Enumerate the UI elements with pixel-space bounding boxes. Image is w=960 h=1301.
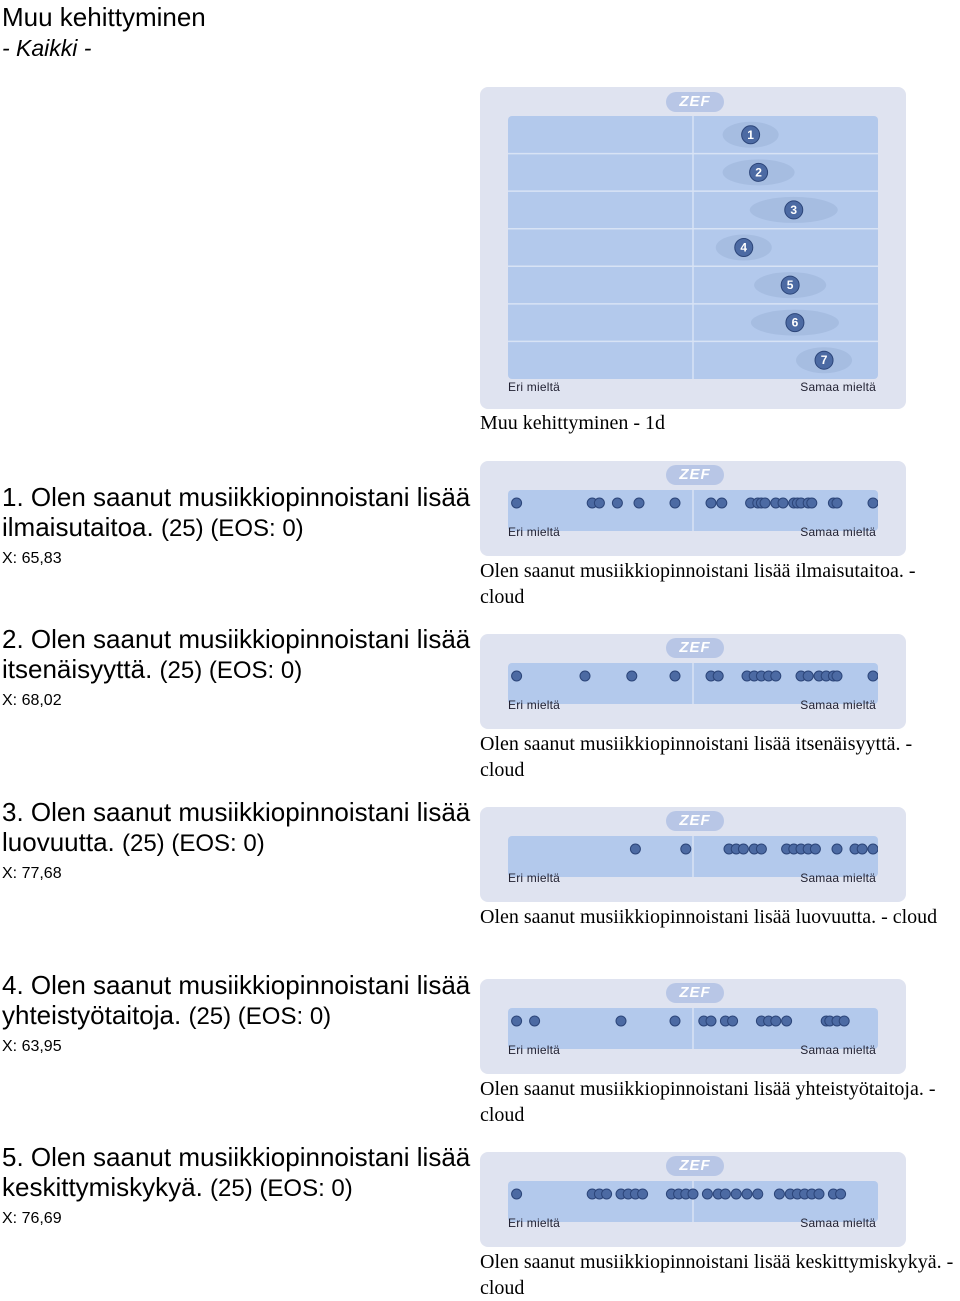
response-point [616, 1016, 626, 1026]
response-point [612, 498, 622, 508]
cloud-panel-4 [480, 979, 906, 1074]
response-point [512, 1189, 522, 1199]
statement-number-7: 7 [820, 353, 828, 368]
response-point [868, 844, 878, 854]
response-point [634, 498, 644, 508]
axis-left-label: Eri mieltä [508, 871, 561, 885]
question-4 [2, 970, 472, 1058]
summary-chart-panel [480, 87, 906, 409]
zef-logo: ZEF [666, 811, 724, 831]
question-meta: (25) (EOS: 0) [159, 657, 303, 684]
response-point [602, 1189, 612, 1199]
response-point [688, 1189, 698, 1199]
response-point [760, 498, 770, 508]
axis-right-label: Samaa mieltä [800, 698, 876, 712]
response-point [706, 498, 716, 508]
response-point [670, 498, 680, 508]
response-point [753, 1189, 763, 1199]
response-point [681, 844, 691, 854]
cloud-caption-3: Olen saanut musiikkiopinnoistani lisää luovuutta. - cloud [480, 906, 938, 928]
response-point [738, 844, 748, 854]
response-point [717, 498, 727, 508]
response-point [742, 1189, 752, 1199]
statement-number-4: 4 [740, 240, 748, 255]
response-point [814, 1189, 824, 1199]
zef-logo: ZEF [666, 1156, 724, 1176]
statement-number-1: 1 [747, 127, 754, 142]
response-point [706, 1016, 716, 1026]
question-mean: X: 63,95 [2, 1038, 62, 1055]
response-point [670, 671, 680, 681]
response-point [803, 671, 813, 681]
response-point [836, 1189, 846, 1199]
response-point [512, 1016, 522, 1026]
statement-number-6: 6 [791, 315, 799, 330]
response-point [807, 498, 817, 508]
response-point [638, 1189, 648, 1199]
question-text: 1. Olen saanut musiikkiopinnoistani lisää ilmaisutaitoa. [2, 482, 471, 542]
response-point [857, 844, 867, 854]
cloud-caption-2: Olen saanut musiikkiopinnoistani lisää itsenäisyyttä. - cloud [480, 733, 913, 781]
axis-left-label: Eri mieltä [508, 1216, 561, 1230]
zef-logo: ZEF [666, 983, 724, 1003]
question-meta: (25) (EOS: 0) [121, 830, 265, 857]
cloud-panel-2 [480, 634, 906, 729]
response-point [580, 671, 590, 681]
question-meta: (25) (EOS: 0) [188, 1003, 332, 1030]
question-mean: X: 65,83 [2, 550, 62, 567]
summary-caption: Muu kehittyminen - 1d [480, 412, 665, 434]
axis-right-label: Samaa mieltä [800, 871, 876, 885]
question-1 [2, 482, 472, 570]
axis-left-label: Eri mieltä [508, 380, 561, 394]
axis-left-label: Eri mieltä [508, 698, 561, 712]
question-meta: (25) (EOS: 0) [210, 1175, 353, 1202]
axis-right-label: Samaa mieltä [800, 1043, 876, 1057]
question-5 [2, 1142, 472, 1230]
axis-left-label: Eri mieltä [508, 525, 561, 539]
cloud-caption-5: Olen saanut musiikkiopinnoistani lisää keskittymiskykyä. - cloud [480, 1251, 954, 1299]
question-meta: (25) (EOS: 0) [160, 515, 304, 542]
cloud-panel-1 [480, 461, 906, 556]
response-point [731, 1189, 741, 1199]
page-title: Muu kehittyminen [2, 2, 206, 32]
question-mean: X: 77,68 [2, 865, 62, 882]
response-point [627, 671, 637, 681]
response-point [771, 671, 781, 681]
response-point [756, 844, 766, 854]
response-point [630, 844, 640, 854]
zef-logo: ZEF [666, 465, 724, 485]
response-point [832, 844, 842, 854]
zef-logo: ZEF [666, 638, 724, 658]
question-3 [2, 797, 472, 885]
page-subtitle: - Kaikki - [2, 35, 92, 61]
question-2 [2, 624, 472, 712]
response-point [512, 671, 522, 681]
summary-chart [508, 116, 878, 379]
response-point [720, 1189, 730, 1199]
response-point [810, 844, 820, 854]
question-mean: X: 68,02 [2, 692, 62, 709]
response-point [713, 671, 723, 681]
response-point [839, 1016, 849, 1026]
question-text: 2. Olen saanut musiikkiopinnoistani lisää itsenäisyyttä. [2, 624, 471, 684]
zef-logo: ZEF [666, 92, 724, 112]
axis-right-label: Samaa mieltä [800, 1216, 876, 1230]
statement-number-3: 3 [790, 202, 798, 217]
response-point [702, 1189, 712, 1199]
response-point [778, 498, 788, 508]
response-point [670, 1016, 680, 1026]
response-point [782, 1016, 792, 1026]
response-point [832, 671, 842, 681]
axis-right-label: Samaa mieltä [800, 525, 876, 539]
question-text: 3. Olen saanut musiikkiopinnoistani lisää luovuutta. [2, 797, 471, 857]
question-text: 5. Olen saanut musiikkiopinnoistani lisää keskittymiskykyä. [2, 1142, 471, 1202]
cloud-panel-5 [480, 1152, 906, 1247]
response-point [512, 498, 522, 508]
question-text: 4. Olen saanut musiikkiopinnoistani lisää yhteistyötaitoja. [2, 970, 471, 1030]
statement-number-2: 2 [755, 165, 762, 180]
response-point [530, 1016, 540, 1026]
response-point [832, 498, 842, 508]
cloud-panel-3 [480, 807, 906, 902]
summary-plot-area [508, 116, 878, 379]
response-point [594, 498, 604, 508]
response-point [868, 671, 878, 681]
response-point [728, 1016, 738, 1026]
statement-number-5: 5 [786, 278, 794, 293]
response-point [771, 1016, 781, 1026]
cloud-caption-4: Olen saanut musiikkiopinnoistani lisää yhteistyötaitoja. - cloud [480, 1078, 936, 1126]
axis-left-label: Eri mieltä [508, 1043, 561, 1057]
response-point [868, 498, 878, 508]
question-mean: X: 76,69 [2, 1210, 62, 1227]
response-point [774, 1189, 784, 1199]
axis-right-label: Samaa mieltä [800, 380, 876, 394]
cloud-caption-1: Olen saanut musiikkiopinnoistani lisää ilmaisutaitoa. - cloud [480, 560, 916, 608]
